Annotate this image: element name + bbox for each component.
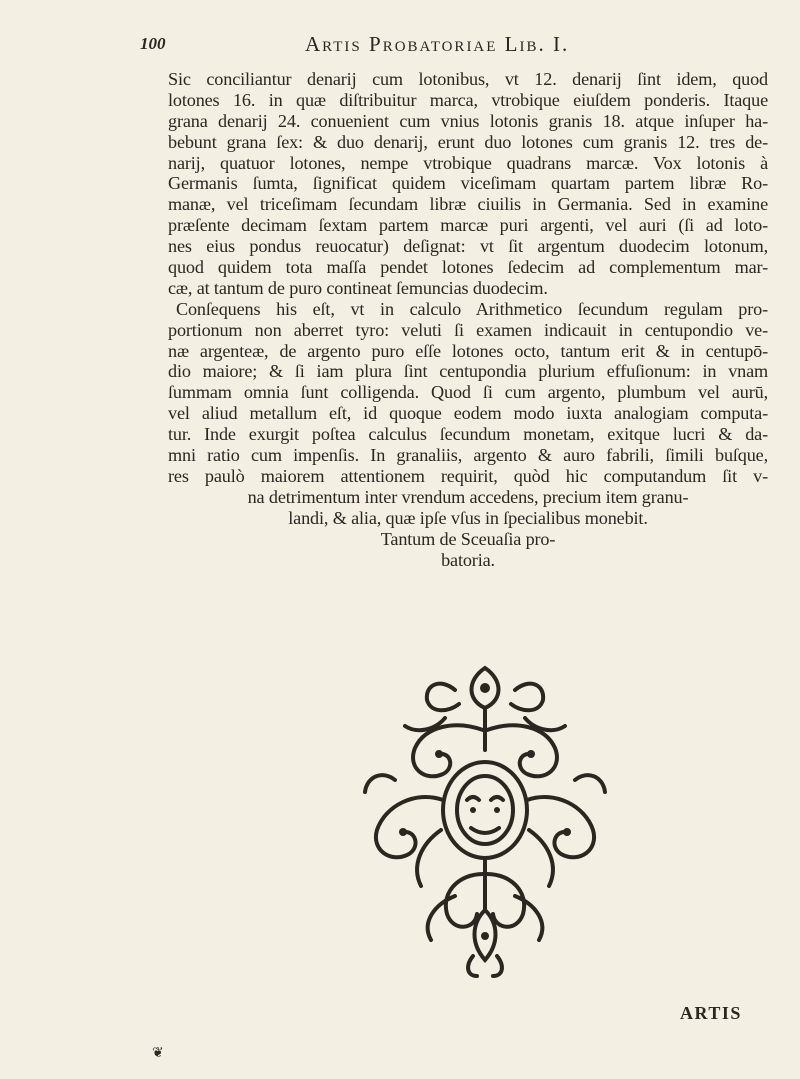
text-line: quod quidem tota maſſa pendet lotones ſedecim ad complementum mar- — [168, 257, 768, 278]
page-number: 100 — [140, 34, 166, 53]
paragraph-start-line: Conſequens his eſt, vt in calculo Arithmetico ſecundum regulam pro- — [176, 298, 768, 319]
page-header — [140, 32, 660, 60]
catchword: ARTIS — [680, 1003, 742, 1023]
text-line: grana denarij 24. conuenient cum vnius lotonis granis 18. atque inſuper ha- — [168, 110, 768, 131]
text-line: Tantum de Sceuaſia pro- — [380, 528, 556, 549]
running-head: Artis Probatoriae Lib. I. — [305, 32, 570, 56]
text-line: cæ, at tantum de puro contineat ſemuncias duodecim. — [168, 277, 548, 298]
text-line: narij, quatuor lotones, nempe vtrobique quadrans marcæ. Vox lotonis à — [168, 152, 768, 173]
text-line: ſummam omnia ſunt colligenda. Quod ſi cum argento, plumbum vel aurū, — [168, 382, 768, 403]
text-line: mni ratio cum impenſis. In granaliis, argento & auro fabrili, ſimili buſque, — [168, 445, 768, 466]
text-line: portionum non aberret tyro: veluti ſi examen indicauit in centupondio ve- — [168, 319, 768, 340]
text-line: lotones 16. in quæ diſtribuitur marca, vtrobique eiuſdem ponderis. Itaque — [168, 89, 768, 110]
text-line: batoria. — [441, 549, 495, 570]
text-line: dio maiore; & ſi iam plura ſint centupondia plurium effuſionum: in vnam — [168, 361, 768, 382]
text-line: præſente decimam ſextam partem marcæ puri argenti, vel auri (ſi ad loto- — [168, 215, 768, 236]
text-line: tur. Inde exurgit poſtea calculus ſecundum monetam, exitque lucri & da- — [168, 424, 768, 445]
text-line: Germanis ſumta, ſignificat quidem viceſimam quartam partem libræ Ro- — [168, 173, 768, 194]
body-text — [168, 69, 768, 570]
tailpiece-ornament — [355, 660, 615, 980]
text-line: næ argenteæ, de argento puro eſſe lotones octo, tantum erit & in centupō- — [168, 340, 768, 361]
signature-mark: ❦ — [152, 1046, 164, 1061]
text-line: landi, & alia, quæ ipſe vſus in ſpecialibus monebit. — [288, 507, 648, 528]
text-line: vel aliud metallum eſt, id quoque eodem modo iuxta analogiam computa- — [168, 403, 768, 424]
text-line: manæ, vel triceſimam ſecundam libræ ciuilis in Germania. Sed in examine — [168, 194, 768, 215]
text-line: nes eius pondus reuocatur) deſignat: vt ſit argentum duodecim lotonum, — [168, 236, 768, 257]
text-line: bebunt grana ſex: & duo denarij, erunt duo lotones cum granis 12. tres de- — [168, 131, 768, 152]
text-line: res paulò maiorem attentionem requirit, quòd hic computandum ſit v- — [168, 465, 768, 486]
text-line: Sic conciliantur denarij cum lotonibus, vt 12. denarij ſint idem, quod — [168, 69, 768, 89]
text-line: na detrimentum inter vrendum accedens, precium item granu- — [247, 486, 689, 507]
